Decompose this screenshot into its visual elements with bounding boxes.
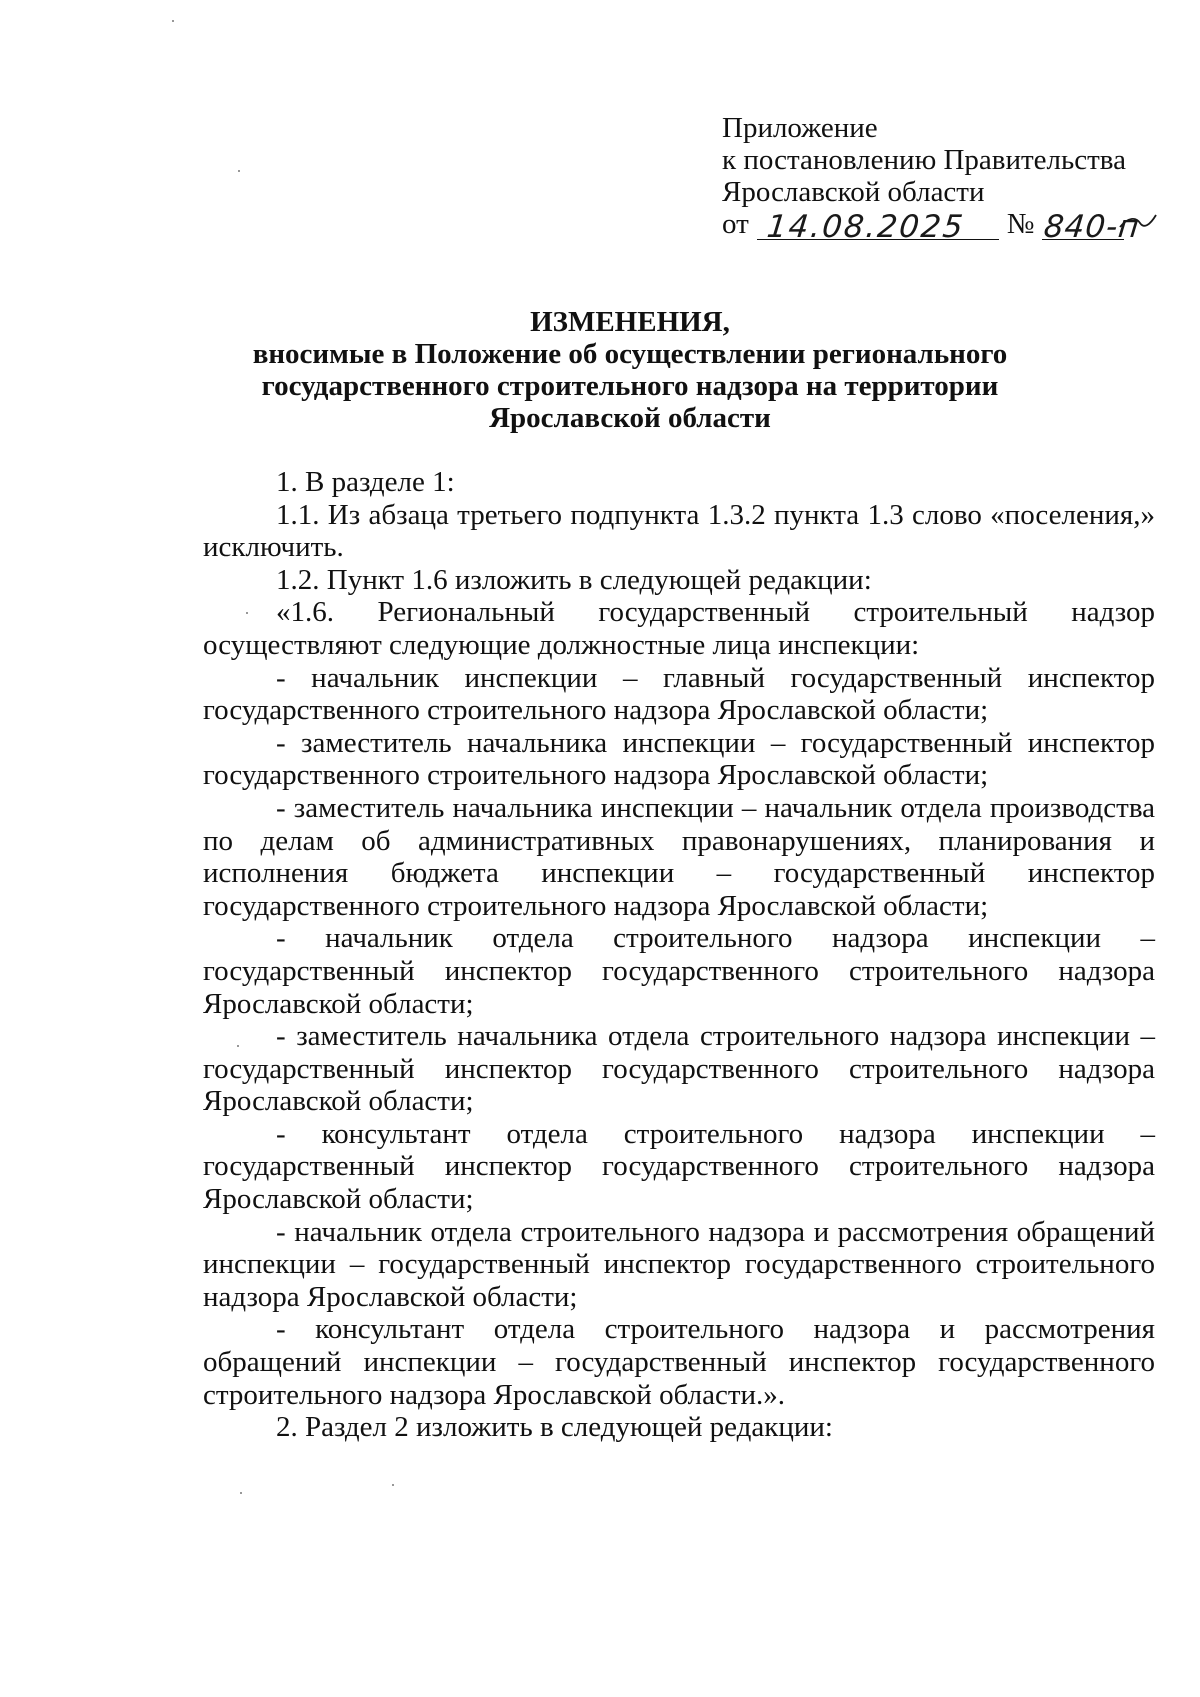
list-item: - начальник отдела строительного надзора инспекции – государственный инспектор государственного строительного надзора Ярославской области; bbox=[203, 922, 1155, 1020]
list-item: - консультант отдела строительного надзора и рассмотрения обращений инспекции – государственный инспектор государственного строительного надзора Ярославской области.». bbox=[203, 1313, 1155, 1411]
date-prefix: от bbox=[722, 208, 749, 240]
scan-speck bbox=[392, 1484, 394, 1486]
approval-line-2: к постановлению Правительства bbox=[722, 144, 1126, 176]
handwritten-number: 840-п bbox=[1042, 209, 1142, 245]
number-prefix: № bbox=[1006, 208, 1035, 240]
date-field bbox=[757, 209, 999, 245]
list-item: - заместитель начальника отдела строительного надзора инспекции – государственный инспектор государственного строительного надзора Ярославской области; bbox=[203, 1020, 1155, 1118]
heading-subtitle-line-1: вносимые в Положение об осуществлении регионального bbox=[252, 338, 1008, 370]
paragraph: 1. В разделе 1: bbox=[276, 466, 455, 498]
paragraph: «1.6. Региональный государственный строительный надзор осуществляют следующие должностные лица инспекции: bbox=[203, 596, 1155, 661]
list-item: - начальник отдела строительного надзора и рассмотрения обращений инспекции – государственный инспектор государственного строительного надзора Ярославской области; bbox=[203, 1215, 1155, 1313]
handwritten-date: 14.08.2025 bbox=[764, 209, 967, 245]
pen-flourish-icon bbox=[1118, 213, 1158, 233]
scan-speck bbox=[238, 170, 240, 172]
scan-speck bbox=[172, 20, 174, 22]
list-item: - консультант отдела строительного надзора инспекции – государственный инспектор государственного строительного надзора Ярославской области; bbox=[203, 1117, 1155, 1216]
list-item: - заместитель начальника инспекции – государственный инспектор государственного строительного надзора Ярославской области; bbox=[203, 726, 1155, 792]
paragraph: 2. Раздел 2 изложить в следующей редакции: bbox=[276, 1411, 833, 1444]
document-body bbox=[203, 466, 1155, 1444]
paragraph: 1.1. Из абзаца третьего подпункта 1.3.2 пункта 1.3 слово «поселения,» исключить. bbox=[203, 498, 1155, 564]
heading-subtitle-line-2: государственного строительного надзора на территории bbox=[261, 370, 999, 402]
document-heading bbox=[200, 306, 1060, 434]
heading-title: ИЗМЕНЕНИЯ, bbox=[530, 306, 730, 338]
scan-speck bbox=[240, 1492, 242, 1494]
approval-line-3: Ярославской области bbox=[722, 176, 985, 208]
list-item: - заместитель начальника инспекции – начальник отдела производства по делам об административных правонарушениях, планирования и исполнения бюджета инспекции – государственный инспектор государственного строительного надзора Ярославской области; bbox=[203, 791, 1155, 922]
approval-block bbox=[722, 112, 1142, 245]
list-item: - начальник инспекции – главный государственный инспектор государственного строительного надзора Ярославской области; bbox=[203, 661, 1155, 727]
scan-speck bbox=[237, 1045, 239, 1047]
scan-speck bbox=[246, 612, 248, 614]
number-field bbox=[1042, 209, 1142, 245]
heading-subtitle-line-3: Ярославской области bbox=[489, 402, 771, 434]
approval-date-number-line bbox=[722, 208, 1142, 245]
paragraph: 1.2. Пункт 1.6 изложить в следующей редакции: bbox=[276, 563, 872, 596]
approval-line-1: Приложение bbox=[722, 112, 878, 144]
